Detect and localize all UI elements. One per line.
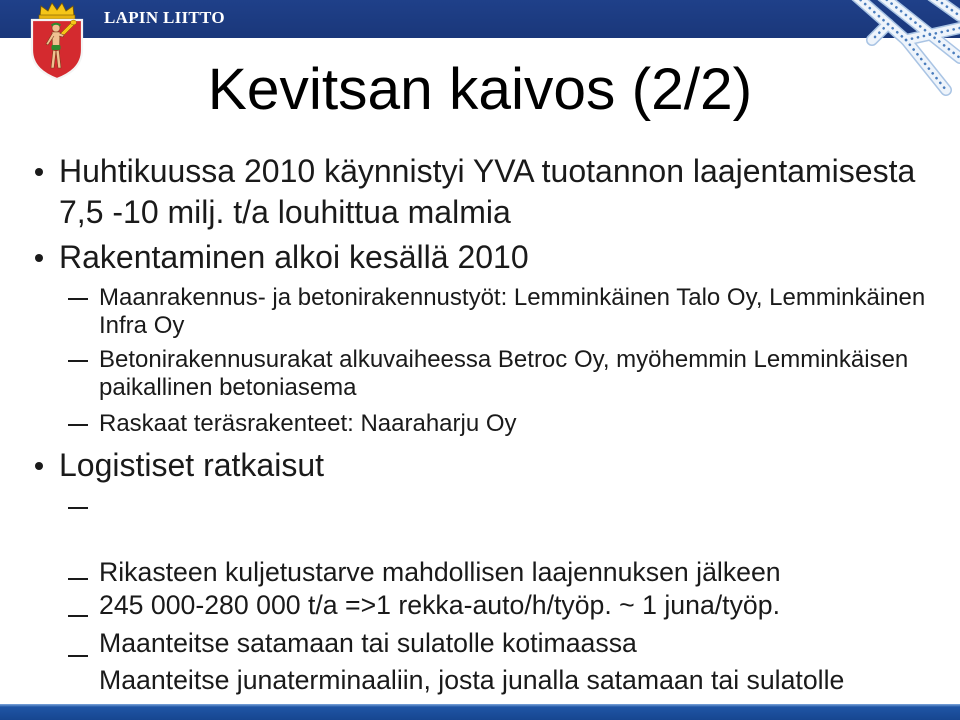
- bullet-yva-expansion: [59, 151, 935, 233]
- sub-bullet-earthworks: [99, 284, 939, 340]
- dash-icon: [68, 507, 88, 509]
- dash-icon: [68, 360, 88, 362]
- sub-bullet-text: Maanrakennus- ja betonirakennustyöt: Lemminkäinen Talo Oy, Lemminkäinen Infra Oy: [99, 284, 926, 339]
- bullet-text: Huhtikuussa 2010 käynnistyi YVA tuotannon laajentamisesta 7,5 -10 milj. t/a louhittua malmia: [59, 153, 916, 230]
- bullet-construction-start: [59, 237, 935, 278]
- sub-bullet-text: Raskaat teräsrakenteet: Naaraharju Oy: [99, 410, 517, 437]
- dash-icon: [68, 578, 88, 580]
- bottom-bar: [0, 704, 960, 720]
- sub-bullet-steel-structures: [99, 410, 939, 438]
- sub-bullet-text: Maanteitse junaterminaaliin, josta junalla satamaan tai sulatolle: [99, 665, 845, 695]
- organization-name: LAPIN LIITTO: [104, 8, 225, 27]
- dash-icon: [68, 424, 88, 426]
- slide-title: Kevitsan kaivos (2/2): [207, 57, 753, 122]
- dash-icon: [68, 615, 88, 617]
- bullet-text: Rakentaminen alkoi kesällä 2010: [59, 239, 529, 275]
- sub-bullet-text: Rikasteen kuljetustarve mahdollisen laajennuksen jälkeen 245 000-280 000 t/a =>1 rekka-auto/h/työp. ~ 1 juna/työp.: [99, 557, 781, 620]
- bullet-dot-icon: [35, 168, 43, 176]
- dash-icon: [68, 298, 88, 300]
- sub-bullet-text: Betonirakennusurakat alkuvaiheessa Betroc Oy, myöhemmin Lemminkäisen paikallinen betoniasema: [99, 346, 909, 401]
- bullet-text: Logistiset ratkaisut: [59, 447, 325, 483]
- sub-bullet-concrete-contracts: [99, 346, 939, 402]
- sub-bullet-text: Maanteitse satamaan tai sulatolle kotimaassa: [99, 628, 637, 658]
- bullet-dot-icon: [35, 462, 43, 470]
- dash-icon: [68, 655, 88, 657]
- bullet-logistics: [59, 445, 935, 486]
- bullet-dot-icon: [35, 254, 43, 262]
